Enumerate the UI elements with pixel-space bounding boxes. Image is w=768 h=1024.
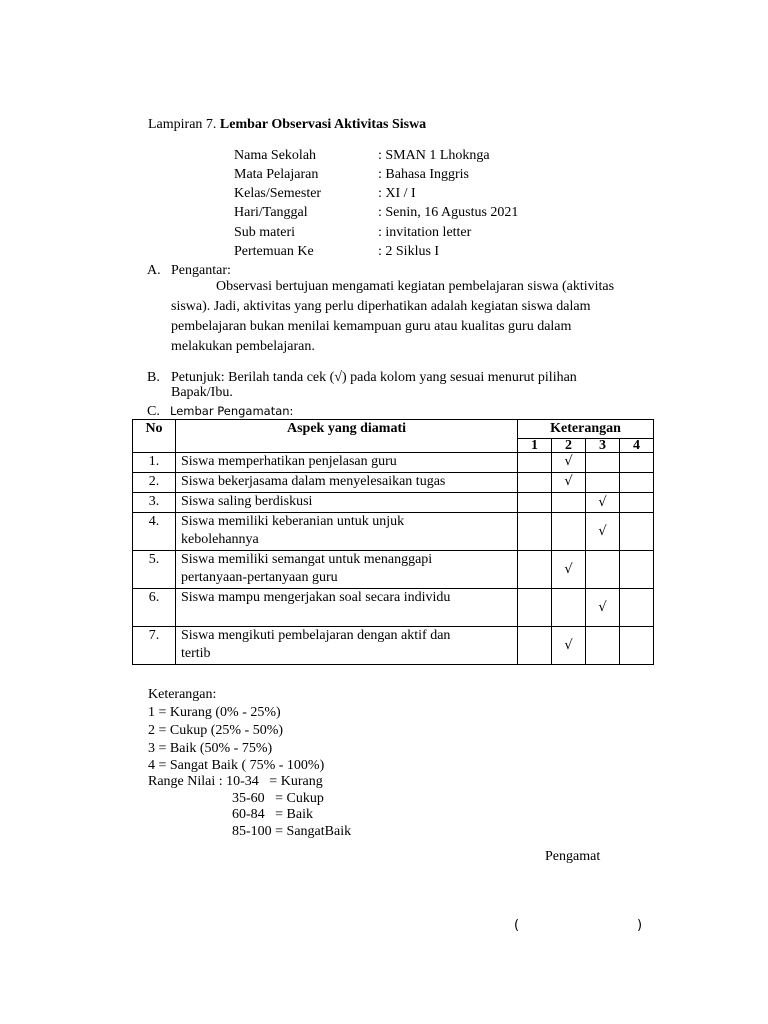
identity-label-school: Nama Sekolah [234, 148, 317, 163]
score-cell-4 [620, 551, 654, 589]
row-aspect-line: tertib [181, 646, 211, 661]
identity-label-date: Hari/Tanggal [234, 205, 308, 220]
section-b-marker: B. [147, 370, 160, 385]
score-cell-2: √ [552, 627, 586, 665]
identity-value-subject: : Bahasa Inggris [378, 167, 469, 182]
title-main: Lembar Observasi Aktivitas Siswa [219, 117, 427, 132]
legend-item: 4 = Sangat Baik ( 75% - 100%) [148, 758, 325, 773]
score-cell-4 [620, 453, 654, 473]
score-cell-4 [620, 473, 654, 493]
legend-title: Keterangan: [148, 687, 217, 702]
score-cell-4 [620, 493, 654, 513]
legend-item: 3 = Baik (50% - 75%) [148, 741, 273, 756]
score-cell-4 [620, 627, 654, 665]
signature-open-paren: ( [514, 918, 520, 933]
score-cell-2: √ [552, 453, 586, 473]
row-aspect-line: kebolehannya [181, 532, 259, 547]
row-aspect [176, 551, 518, 589]
header-keterangan: Keterangan [518, 420, 654, 439]
observer-label: Pengamat [545, 849, 601, 864]
section-a-marker: A. [147, 263, 161, 278]
row-aspect: Siswa memperhatikan penjelasan guru [176, 453, 518, 473]
score-cell-3 [586, 473, 620, 493]
table-row [133, 473, 654, 493]
row-aspect: Siswa mampu mengerjakan soal secara individu [176, 589, 518, 627]
row-aspect: Siswa bekerjasama dalam menyelesaikan tugas [176, 473, 518, 493]
intro-line-2: siswa). Jadi, aktivitas yang perlu diperhatikan adalah kegiatan siswa dalam [171, 299, 591, 314]
row-aspect-line: Siswa memiliki keberanian untuk unjuk [181, 514, 405, 529]
intro-line-1: Observasi bertujuan mengamati kegiatan pembelajaran siswa (aktivitas [216, 279, 615, 294]
identity-value-class: : XI / I [378, 186, 416, 201]
intro-line-3: pembelajaran bukan menilai kemampuan guru atau kualitas guru dalam [171, 319, 572, 334]
header-aspect: Aspek yang diamati [176, 420, 518, 453]
row-number: 3. [133, 493, 176, 513]
score-cell-1 [518, 453, 552, 473]
score-cell-3: √ [586, 493, 620, 513]
legend-item: 2 = Cukup (25% - 50%) [148, 723, 284, 738]
instruction-line-1: Petunjuk: Berilah tanda cek (√) pada kolom yang sesuai menurut pilihan [171, 370, 577, 385]
row-number: 4. [133, 513, 176, 551]
instruction-line-2: Bapak/Ibu. [171, 385, 233, 400]
section-a-heading: Pengantar: [171, 263, 231, 278]
score-cell-2 [552, 493, 586, 513]
score-cell-2 [552, 589, 586, 627]
header-scale-4: 4 [620, 439, 654, 453]
row-number: 1. [133, 453, 176, 473]
header-no: No [133, 420, 176, 453]
identity-value-school: : SMAN 1 Lhoknga [378, 148, 490, 163]
signature-close-paren: ) [637, 918, 643, 933]
score-cell-4 [620, 513, 654, 551]
score-cell-2: √ [552, 473, 586, 493]
legend-item: 1 = Kurang (0% - 25%) [148, 705, 281, 720]
table-row [133, 513, 654, 551]
section-c-text: Lembar Pengamatan: [170, 404, 294, 418]
identity-value-date: : Senin, 16 Agustus 2021 [378, 205, 519, 220]
score-cell-3 [586, 627, 620, 665]
header-scale-2: 2 [552, 439, 586, 453]
score-cell-1 [518, 589, 552, 627]
score-cell-2 [552, 513, 586, 551]
identity-label-meeting: Pertemuan Ke [234, 244, 314, 259]
score-cell-3 [586, 453, 620, 473]
row-aspect-line: Siswa mengikuti pembelajaran dengan aktif dan [181, 628, 451, 643]
row-number: 2. [133, 473, 176, 493]
score-cell-3: √ [586, 513, 620, 551]
title-prefix: Lampiran 7. [148, 117, 217, 132]
identity-label-submaterial: Sub materi [234, 225, 296, 240]
row-aspect [176, 627, 518, 665]
range-item: 60-84 = Baik [232, 807, 313, 822]
row-number: 6. [133, 589, 176, 627]
row-number: 5. [133, 551, 176, 589]
row-aspect [176, 513, 518, 551]
table-row [133, 493, 654, 513]
row-aspect-line: Siswa memiliki semangat untuk menanggapi [181, 552, 433, 567]
document-title [148, 116, 426, 133]
row-aspect: Siswa saling berdiskusi [176, 493, 518, 513]
table-row [133, 627, 654, 665]
score-cell-3 [586, 551, 620, 589]
score-cell-1 [518, 627, 552, 665]
section-c-marker: C. [147, 404, 160, 419]
intro-line-4: melakukan pembelajaran. [171, 339, 315, 354]
table-row [133, 589, 654, 627]
score-cell-2: √ [552, 551, 586, 589]
identity-value-meeting: : 2 Siklus I [378, 244, 440, 259]
row-aspect-line: pertanyaan-pertanyaan guru [181, 570, 338, 585]
header-scale-1: 1 [518, 439, 552, 453]
header-scale-3: 3 [586, 439, 620, 453]
identity-label-class: Kelas/Semester [234, 186, 322, 201]
range-item: 35-60 = Cukup [232, 791, 324, 806]
observation-table [132, 419, 654, 665]
score-cell-4 [620, 589, 654, 627]
score-cell-1 [518, 513, 552, 551]
score-cell-1 [518, 551, 552, 589]
score-cell-1 [518, 493, 552, 513]
range-item: 85-100 = SangatBaik [232, 824, 352, 839]
row-number: 7. [133, 627, 176, 665]
range-label: Range Nilai : 10-34 = Kurang [148, 774, 323, 789]
score-cell-1 [518, 473, 552, 493]
score-cell-3: √ [586, 589, 620, 627]
table-row [133, 453, 654, 473]
table-row [133, 551, 654, 589]
identity-label-subject: Mata Pelajaran [234, 167, 319, 182]
identity-value-submaterial: : invitation letter [378, 225, 472, 240]
